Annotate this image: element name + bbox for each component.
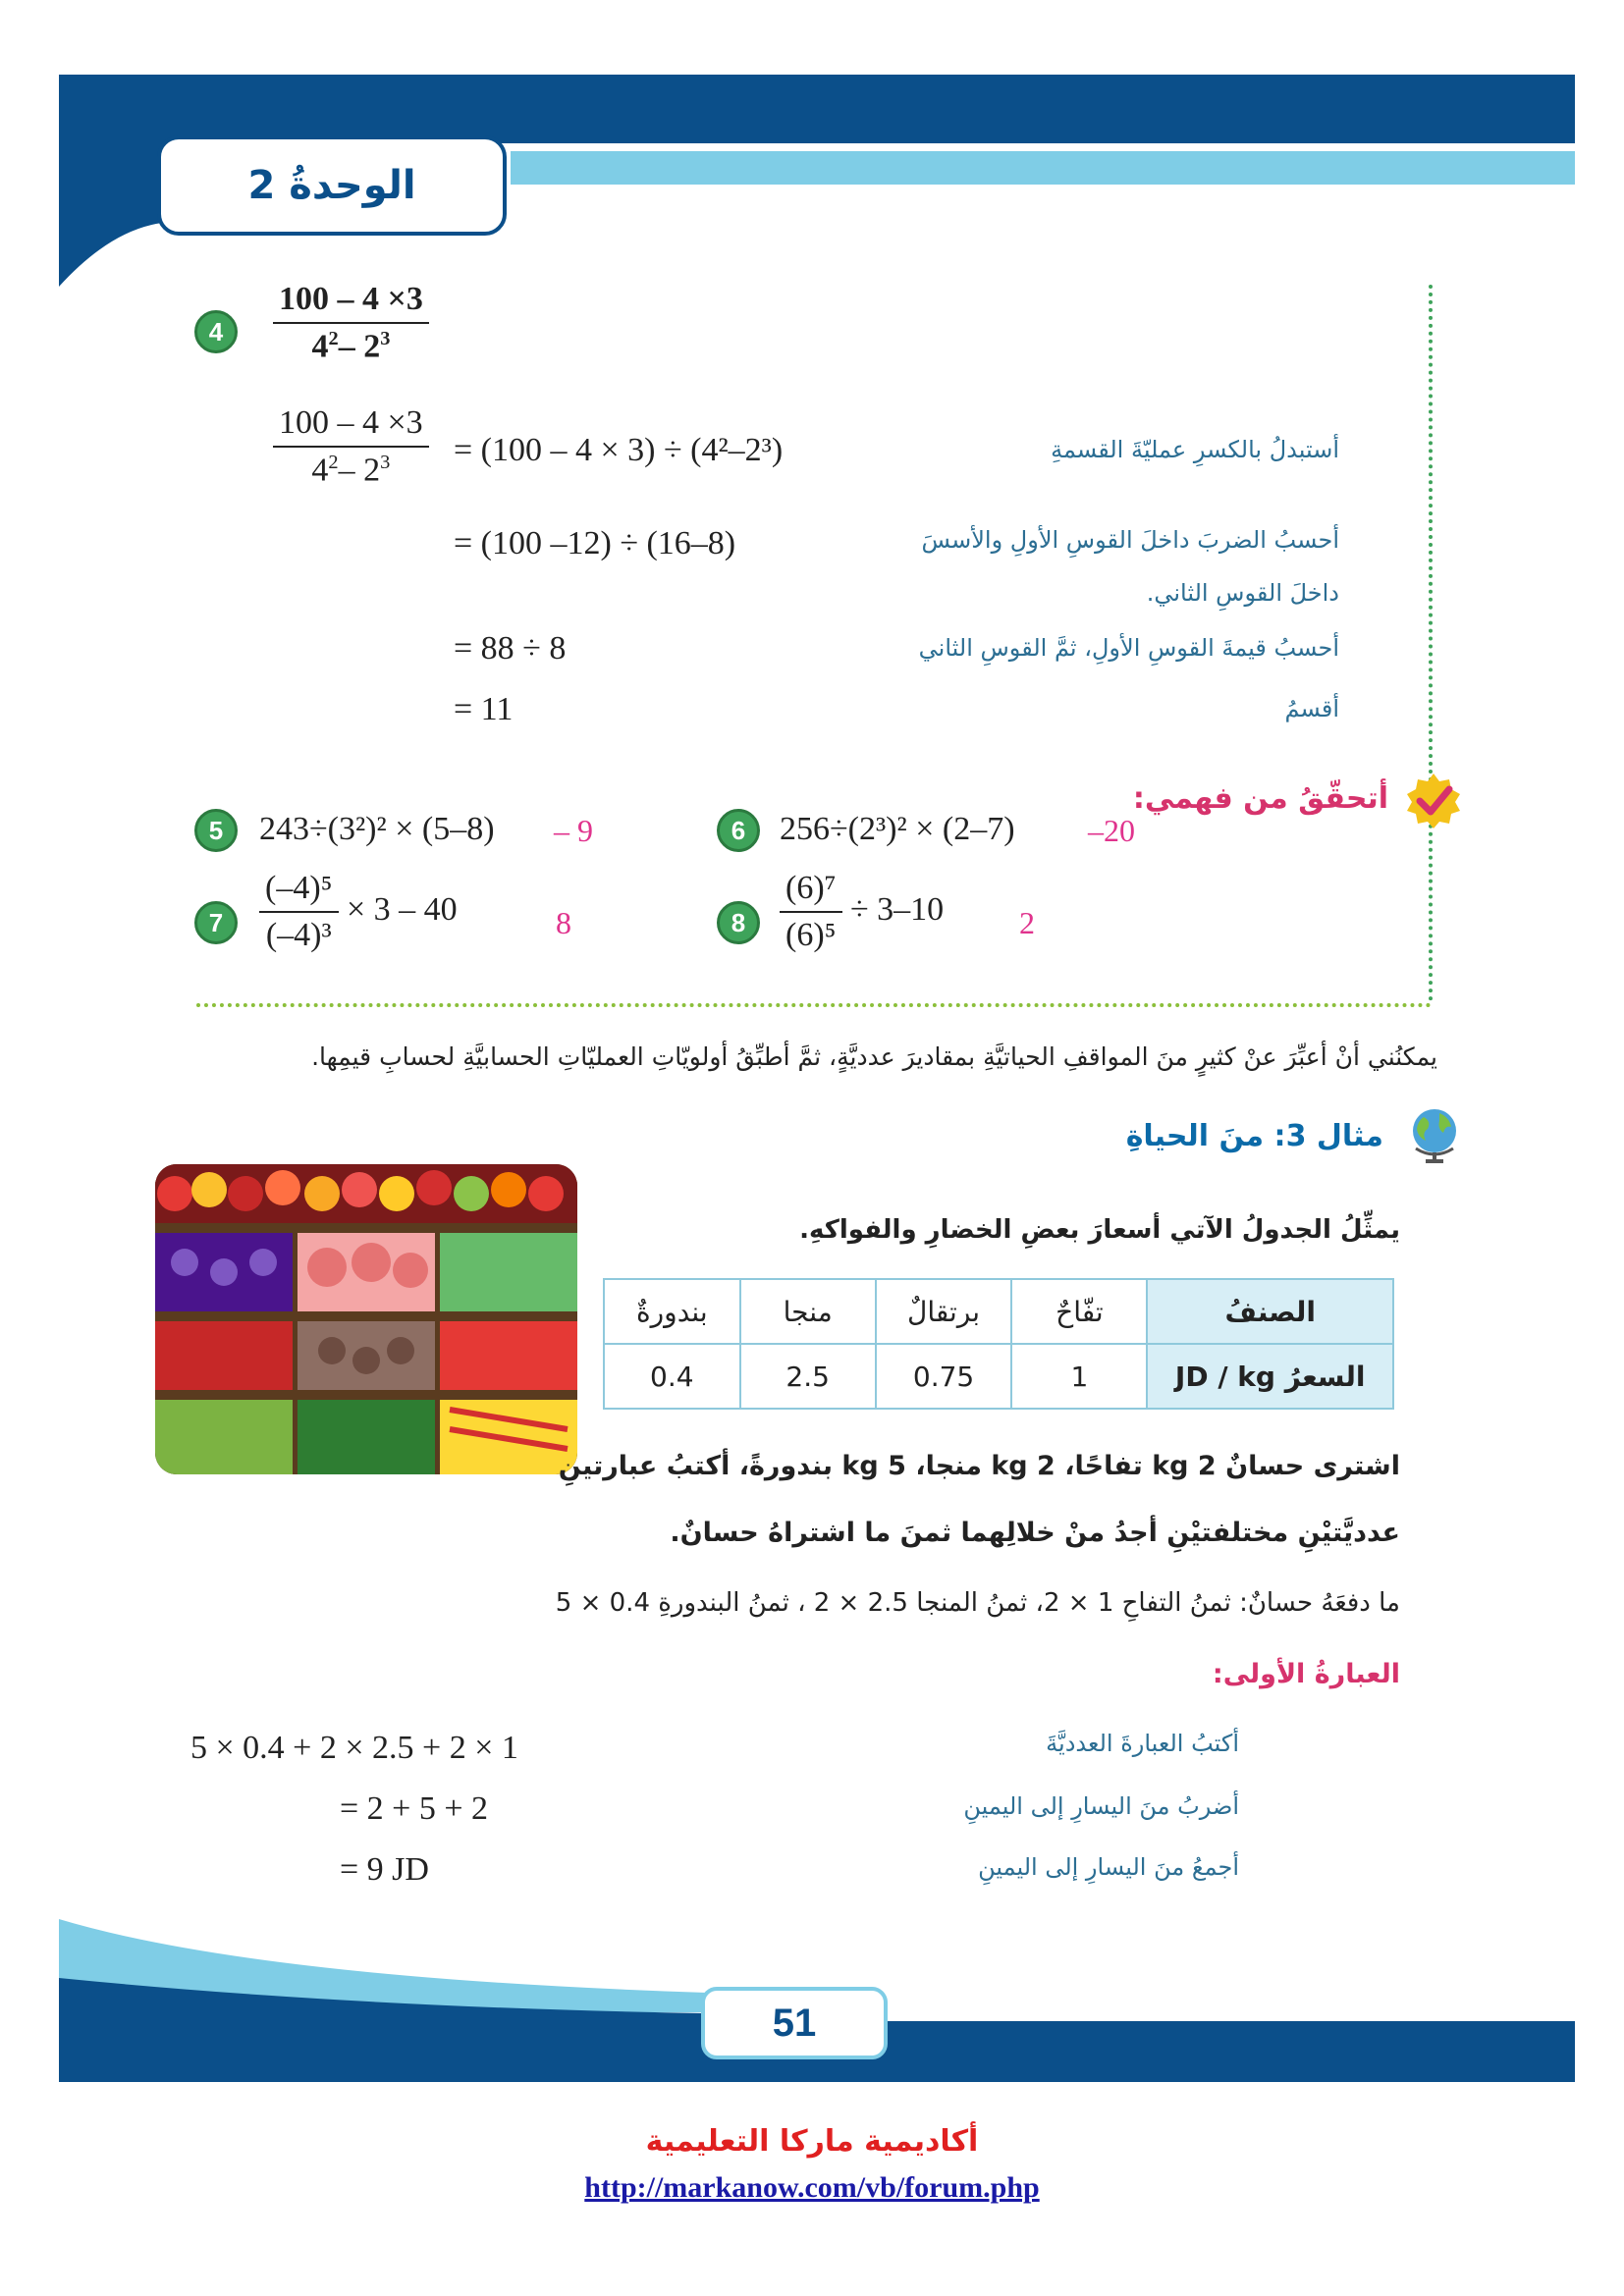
table-intro: يمثِّلُ الجدولُ الآتي أسعارَ بعضِ الخضارِ والفواكهِ. (799, 1215, 1400, 1245)
example-3-title: مثال 3: منَ الحياةِ (1125, 1119, 1383, 1153)
check-item-7-rest: × 3 – 40 (347, 890, 458, 928)
check-item-5-answer: – 9 (554, 813, 593, 848)
example-4-badge: 4 (194, 310, 238, 353)
unit-title-box (157, 135, 507, 236)
check-item-7-answer: 8 (556, 905, 571, 940)
example-4-step2-note: أحسبُ الضربَ داخلَ القوسِ الأولِ والأسسَ (921, 526, 1339, 554)
check-title: أتحقّقُ من فهمي: (1132, 781, 1388, 816)
problem-line-1: اشترى حسانٌ 2 kg تفاحًا، 2 kg منجا، 5 kg بندورةً، أكتبُ عبارتينِ (558, 1451, 1400, 1481)
intro-text: يمكنُني أنْ أعبِّرَ عنْ كثيرٍ منَ المواقفِ الحياتيَّةِ بمقاديرَ عدديَّةٍ، ثمَّ أطبِّقُ أولويّاتِ العمليّاتِ الحسابيَّةِ لحسابِ قيمِها. (311, 1042, 1437, 1071)
check-item-6-badge: 6 (717, 809, 760, 852)
forum-url-link[interactable]: http://markanow.com/vb/forum.php (584, 2171, 1040, 2204)
academy-link[interactable] (0, 2171, 1624, 2205)
example-3-step2-note: أضربُ منَ اليسارِ إلى اليمينِ (963, 1792, 1239, 1820)
table-cell: 0.4 (604, 1344, 740, 1409)
example-4-step3-note: أحسبُ قيمةَ القوسِ الأولِ، ثمَّ القوسِ الثاني (918, 634, 1339, 662)
paid-line: ما دفعَهُ حسانٌ: ثمنُ التفاحِ 1 × 2، ثمنُ المنجا 2.5 × 2 ، ثمنُ البندورةِ 0.4 × 5 (555, 1588, 1400, 1618)
example-3-step2: = 2 + 5 + 2 (340, 1790, 489, 1827)
example-3-step1-note: أكتبُ العبارةَ العدديَّةَ (1046, 1730, 1239, 1757)
check-item-5-expr: 243÷(3²)² × (5–8) (259, 811, 495, 847)
example-4-step4: = 11 (454, 691, 514, 727)
check-item-8-expr (780, 870, 944, 954)
table-cell: 2.5 (740, 1344, 876, 1409)
example-3-step3: = 9 JD (340, 1851, 429, 1888)
check-item-6-expr: 256÷(2³)² × (2–7) (780, 811, 1015, 847)
check-icon (1404, 772, 1463, 830)
check-item-8-denominator: (6)⁵ (785, 917, 837, 953)
example-4-step2: = (100 –12) ÷ (16–8) (454, 525, 736, 561)
table-row (604, 1344, 1393, 1409)
dotted-frame-right (1429, 285, 1433, 1001)
table-row (604, 1279, 1393, 1344)
example-4-denominator: $4^2-$ $2^3$ (311, 328, 391, 365)
page-number: 51 (772, 2001, 817, 2045)
table-cell: 0.75 (876, 1344, 1012, 1409)
example-4-numerator: 100 – 4 ×3 (273, 281, 429, 324)
check-item-8-rest: ÷ 3–10 (850, 890, 945, 928)
example-4-step1-note: أستبدلُ بالكسرِ عمليّةَ القسمةِ (1051, 436, 1339, 463)
table-header-cell: السعرُ JD / kg (1147, 1344, 1393, 1409)
example-4-step3: = 88 ÷ 8 (454, 630, 567, 667)
academy-name: أكاديمية ماركا التعليمية (645, 2124, 979, 2159)
table-cell: تفّاحٌ (1011, 1279, 1147, 1344)
table-cell: بندورةٌ (604, 1279, 740, 1344)
table-cell: برتقالٌ (876, 1279, 1012, 1344)
check-item-6-answer: –20 (1088, 813, 1135, 848)
table-cell: منجا (740, 1279, 876, 1344)
table-header-cell: الصنفُ (1147, 1279, 1393, 1344)
example-3-step3-note: أجمعُ منَ اليسارِ إلى اليمينِ (978, 1853, 1239, 1881)
price-table (603, 1278, 1394, 1410)
check-item-7-expr (259, 870, 458, 954)
produce-market-photo (155, 1164, 577, 1474)
example-3-step1: 5 × 0.4 + 2 × 2.5 + 2 × 1 (190, 1730, 518, 1766)
example-4-step4-note: أقسمُ (1284, 695, 1339, 722)
check-item-7-numerator: (–4)⁵ (259, 870, 339, 913)
example-4-fraction (273, 281, 429, 365)
example-4-step1: = (100 – 4 × 3) ÷ (4²–2³) (454, 432, 784, 468)
table-cell: 1 (1011, 1344, 1147, 1409)
check-item-8-badge: 8 (717, 901, 760, 944)
dotted-frame-bottom (196, 1003, 1432, 1007)
check-item-7-badge: 7 (194, 901, 238, 944)
check-item-8-numerator: (6)⁷ (780, 870, 842, 913)
globe-icon (1404, 1103, 1465, 1164)
page-number-box (701, 1987, 888, 2059)
check-item-5-badge: 5 (194, 809, 238, 852)
example-4-step1-fraction: $\frac{100 - 4 \times 3}{4^2- 2^3}$ (273, 404, 429, 489)
unit-title: الوحدةُ 2 (247, 163, 416, 208)
first-expression-label: العبارةُ الأولى: (1212, 1659, 1400, 1689)
example-4-step2-note2: داخلَ القوسِ الثاني. (1146, 579, 1339, 607)
check-item-8-answer: 2 (1019, 905, 1035, 940)
check-item-7-denominator: (–4)³ (265, 917, 332, 953)
problem-line-2: عدديَّتيْنِ مختلفتيْنِ أجدُ منْ خلالِهما ثمنَ ما اشتراهُ حسانٌ. (670, 1518, 1400, 1548)
